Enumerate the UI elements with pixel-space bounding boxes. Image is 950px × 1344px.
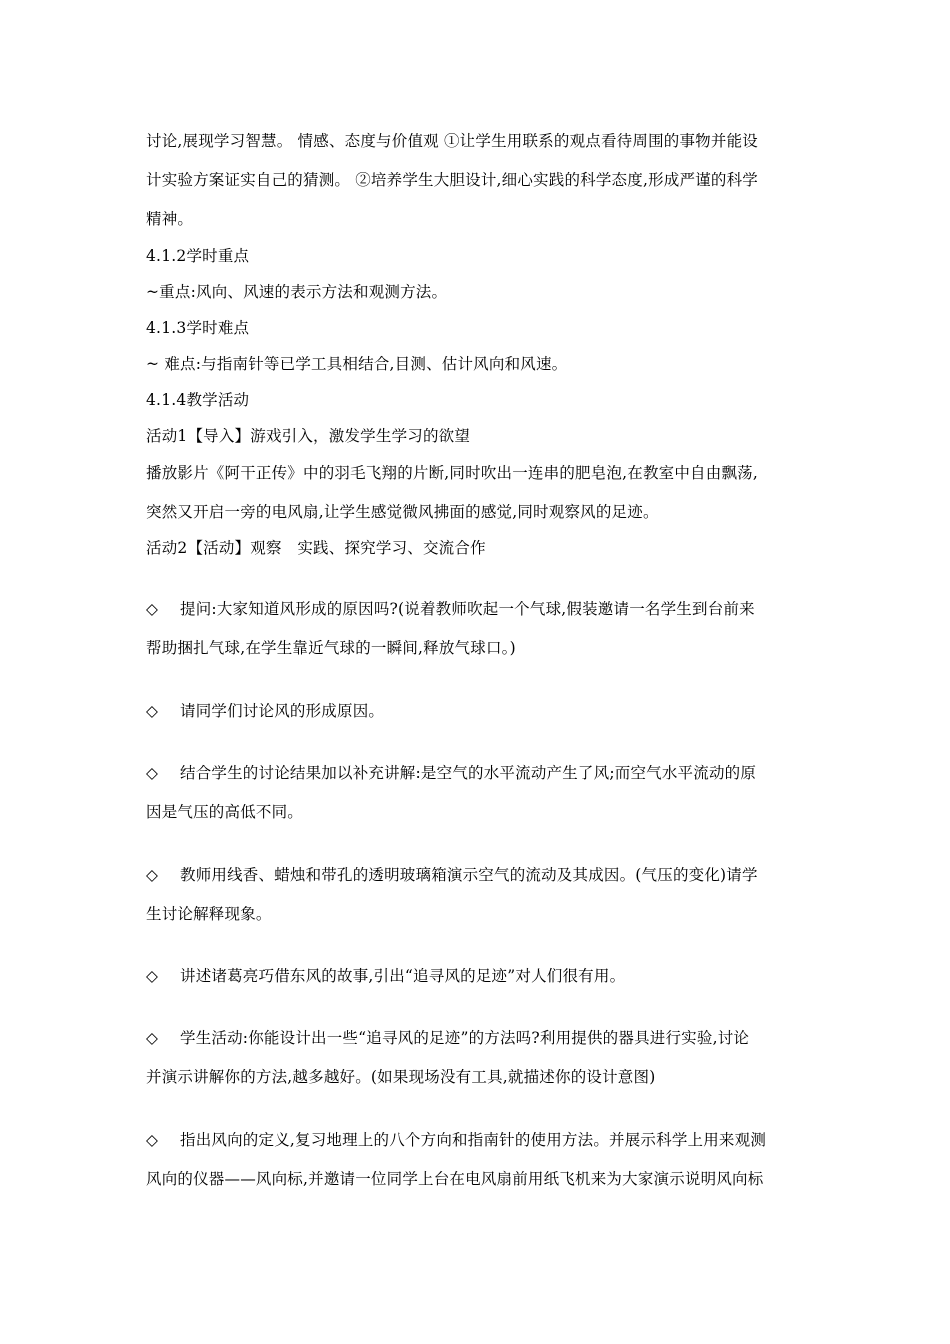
bullet-4-first-line: 教师用线香、蜡烛和带孔的透明玻璃箱演示空气的流动及其成因。(气压的变化)请学 bbox=[180, 866, 758, 884]
heading-4-1-3: 4.1.3学时难点 bbox=[146, 319, 250, 337]
bullet-7-continuation: 风向的仪器——风向标,并邀请一位同学上台在电风扇前用纸飞机来为大家演示说明风向标 bbox=[146, 1170, 764, 1188]
diamond-bullet-icon: ◇ bbox=[146, 702, 159, 720]
heading-4-1-2: 4.1.2学时重点 bbox=[146, 247, 250, 265]
bullet-5-first-line: 讲述诸葛亮巧借东风的故事,引出“追寻风的足迹”对人们很有用。 bbox=[180, 967, 626, 985]
diamond-bullet-icon: ◇ bbox=[146, 600, 159, 618]
bullet-1-continuation: 帮助捆扎气球,在学生靠近气球的一瞬间,释放气球口。) bbox=[146, 639, 516, 657]
bullet-item-7 bbox=[146, 1130, 766, 1150]
activity-1-line-2: 突然又开启一旁的电风扇,让学生感觉微风拂面的感觉,同时观察风的足迹。 bbox=[146, 503, 659, 521]
document-page bbox=[146, 0, 806, 1344]
diamond-bullet-icon: ◇ bbox=[146, 1131, 159, 1149]
bullet-item-5 bbox=[146, 966, 625, 986]
diamond-bullet-icon: ◇ bbox=[146, 866, 159, 884]
bullet-7-first-line: 指出风向的定义,复习地理上的八个方向和指南针的使用方法。并展示科学上用来观测 bbox=[180, 1131, 767, 1149]
intro-line-2: 计实验方案证实自己的猜测。 ②培养学生大胆设计,细心实践的科学态度,形成严谨的科学 bbox=[146, 171, 758, 189]
intro-line-3: 精神。 bbox=[146, 210, 194, 228]
bullet-1-first-line: 提问:大家知道风形成的原因吗?(说着教师吹起一个气球,假装邀请一名学生到台前来 bbox=[180, 600, 755, 618]
bullet-6-first-line: 学生活动:你能设计出一些“追寻风的足迹”的方法吗?利用提供的器具进行实验,讨论 bbox=[180, 1029, 750, 1047]
bullet-item-1 bbox=[146, 599, 755, 619]
diamond-bullet-icon: ◇ bbox=[146, 764, 159, 782]
difficulty-text: ~ 难点:与指南针等已学工具相结合,目测、估计风向和风速。 bbox=[146, 355, 568, 373]
diamond-bullet-icon: ◇ bbox=[146, 967, 159, 985]
bullet-4-continuation: 生讨论解释现象。 bbox=[146, 905, 272, 923]
bullet-6-continuation: 并演示讲解你的方法,越多越好。(如果现场没有工具,就描述你的设计意图) bbox=[146, 1068, 656, 1086]
intro-line-1: 讨论,展现学习智慧。 情感、态度与价值观 ①让学生用联系的观点看待周围的事物并能设 bbox=[146, 132, 758, 150]
bullet-item-6 bbox=[146, 1028, 749, 1048]
bullet-item-2 bbox=[146, 701, 384, 721]
diamond-bullet-icon: ◇ bbox=[146, 1029, 159, 1047]
key-point-text: ~重点:风向、风速的表示方法和观测方法。 bbox=[146, 283, 448, 301]
bullet-item-3 bbox=[146, 763, 756, 783]
activity-1-title: 活动1【导入】游戏引入，激发学生学习的欲望 bbox=[146, 427, 471, 445]
bullet-2-first-line: 请同学们讨论风的形成原因。 bbox=[180, 702, 385, 720]
bullet-3-continuation: 因是气压的高低不同。 bbox=[146, 803, 304, 821]
bullet-3-first-line: 结合学生的讨论结果加以补充讲解:是空气的水平流动产生了风;而空气水平流动的原 bbox=[180, 764, 757, 782]
activity-1-line-1: 播放影片《阿干正传》中的羽毛飞翔的片断,同时吹出一连串的肥皂泡,在教室中自由飘荡, bbox=[146, 464, 758, 482]
heading-4-1-4: 4.1.4教学活动 bbox=[146, 391, 250, 409]
bullet-item-4 bbox=[146, 865, 758, 885]
activity-2-title: 活动2【活动】观察 实践、探究学习、交流合作 bbox=[146, 539, 486, 557]
